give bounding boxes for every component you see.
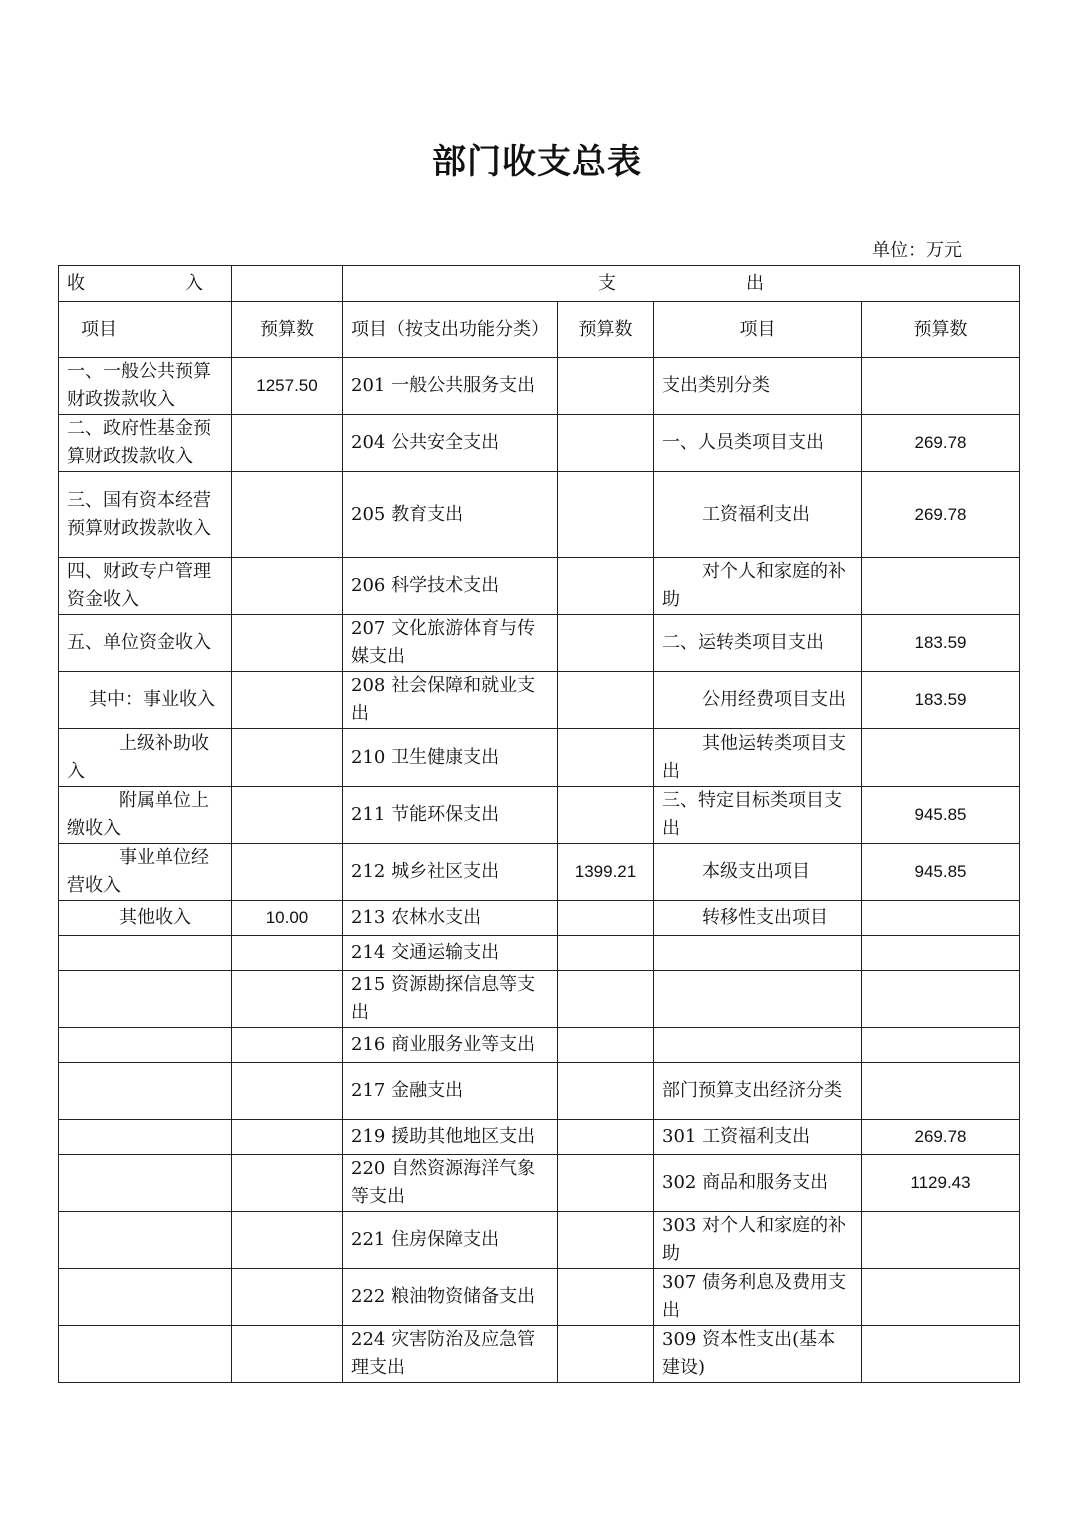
table-row <box>59 787 1020 844</box>
category-item: 301 工资福利支出 <box>654 1120 862 1155</box>
category-item <box>654 936 862 971</box>
expense-header <box>343 266 1020 302</box>
col-budget-header: 预算数 <box>232 302 343 358</box>
income-amount <box>232 1212 343 1269</box>
table-row <box>59 1212 1020 1269</box>
category-item: 一、人员类项目支出 <box>654 415 862 472</box>
func-amount: 1399.21 <box>558 844 654 901</box>
category-item: 工资福利支出 <box>654 472 862 558</box>
table-row <box>59 1155 1020 1212</box>
func-amount <box>558 1120 654 1155</box>
category-item: 二、运转类项目支出 <box>654 615 862 672</box>
income-item <box>59 936 232 971</box>
income-item: 上级补助收入 <box>59 729 232 787</box>
unit-label: 单位：万元 <box>872 240 962 261</box>
income-amount <box>232 971 343 1028</box>
func-item: 217 金融支出 <box>343 1063 558 1120</box>
func-item: 211 节能环保支出 <box>343 787 558 844</box>
table-row <box>59 1120 1020 1155</box>
category-item: 三、特定目标类项目支出 <box>654 787 862 844</box>
func-amount <box>558 472 654 558</box>
category-item: 转移性支出项目 <box>654 901 862 936</box>
income-header-blank <box>232 266 343 302</box>
category-amount <box>862 1326 1020 1383</box>
category-amount <box>862 1269 1020 1326</box>
table-row <box>59 936 1020 971</box>
income-amount <box>232 1155 343 1212</box>
income-amount <box>232 936 343 971</box>
category-item: 部门预算支出经济分类 <box>654 1063 862 1120</box>
func-amount <box>558 901 654 936</box>
col-item-header: 项目 <box>59 302 232 358</box>
func-item: 206 科学技术支出 <box>343 558 558 615</box>
income-amount <box>232 787 343 844</box>
table-row <box>59 615 1020 672</box>
func-item: 214 交通运输支出 <box>343 936 558 971</box>
table-row <box>59 901 1020 936</box>
func-item: 208 社会保障和就业支出 <box>343 672 558 729</box>
income-amount <box>232 558 343 615</box>
category-amount <box>862 936 1020 971</box>
table-row <box>59 1063 1020 1120</box>
func-item: 215 资源勘探信息等支出 <box>343 971 558 1028</box>
category-amount <box>862 1063 1020 1120</box>
category-item: 本级支出项目 <box>654 844 862 901</box>
table-row <box>59 729 1020 787</box>
category-item: 对个人和家庭的补助 <box>654 558 862 615</box>
col-item3-header: 项目 <box>654 302 862 358</box>
category-amount <box>862 971 1020 1028</box>
category-item: 303 对个人和家庭的补助 <box>654 1212 862 1269</box>
func-amount <box>558 558 654 615</box>
func-item: 220 自然资源海洋气象等支出 <box>343 1155 558 1212</box>
income-item: 其他收入 <box>59 901 232 936</box>
func-item: 201 一般公共服务支出 <box>343 358 558 415</box>
category-item: 307 债务利息及费用支出 <box>654 1269 862 1326</box>
income-amount <box>232 1028 343 1063</box>
func-amount <box>558 1326 654 1383</box>
table-row <box>59 1269 1020 1326</box>
func-amount <box>558 971 654 1028</box>
func-amount <box>558 1155 654 1212</box>
func-item: 221 住房保障支出 <box>343 1212 558 1269</box>
category-item <box>654 971 862 1028</box>
category-item: 公用经费项目支出 <box>654 672 862 729</box>
category-amount <box>862 1028 1020 1063</box>
income-amount <box>232 1326 343 1383</box>
income-amount <box>232 844 343 901</box>
income-amount <box>232 1063 343 1120</box>
income-amount <box>232 1269 343 1326</box>
table-row <box>59 672 1020 729</box>
income-item: 五、单位资金收入 <box>59 615 232 672</box>
income-item <box>59 1028 232 1063</box>
func-item: 219 援助其他地区支出 <box>343 1120 558 1155</box>
income-item <box>59 1120 232 1155</box>
category-item <box>654 1028 862 1063</box>
category-amount <box>862 901 1020 936</box>
table-row <box>59 472 1020 558</box>
income-item: 其中：事业收入 <box>59 672 232 729</box>
func-item: 222 粮油物资储备支出 <box>343 1269 558 1326</box>
income-item <box>59 971 232 1028</box>
income-amount: 10.00 <box>232 901 343 936</box>
income-item <box>59 1212 232 1269</box>
income-header-right: 入 <box>185 272 203 294</box>
category-amount: 269.78 <box>862 415 1020 472</box>
income-item: 附属单位上缴收入 <box>59 787 232 844</box>
category-amount <box>862 729 1020 787</box>
category-amount: 1129.43 <box>862 1155 1020 1212</box>
income-item: 一、一般公共预算财政拨款收入 <box>59 358 232 415</box>
func-item: 224 灾害防治及应急管理支出 <box>343 1326 558 1383</box>
func-amount <box>558 415 654 472</box>
category-amount <box>862 558 1020 615</box>
category-amount <box>862 358 1020 415</box>
func-item: 207 文化旅游体育与传媒支出 <box>343 615 558 672</box>
func-amount <box>558 1269 654 1326</box>
income-item: 三、国有资本经营预算财政拨款收入 <box>59 472 232 558</box>
income-item: 事业单位经营收入 <box>59 844 232 901</box>
func-amount <box>558 615 654 672</box>
category-item: 302 商品和服务支出 <box>654 1155 862 1212</box>
category-amount: 269.78 <box>862 1120 1020 1155</box>
category-amount: 269.78 <box>862 472 1020 558</box>
table-row <box>59 1028 1020 1063</box>
expense-header-right: 出 <box>746 272 764 294</box>
col-budget2-header: 预算数 <box>558 302 654 358</box>
header-row-2 <box>59 302 1020 358</box>
func-item: 216 商业服务业等支出 <box>343 1028 558 1063</box>
budget-table <box>58 265 1020 1383</box>
category-item: 309 资本性支出(基本建设) <box>654 1326 862 1383</box>
header-row-1 <box>59 266 1020 302</box>
category-amount: 183.59 <box>862 672 1020 729</box>
func-item: 213 农林水支出 <box>343 901 558 936</box>
category-amount: 945.85 <box>862 787 1020 844</box>
income-item <box>59 1326 232 1383</box>
income-amount <box>232 1120 343 1155</box>
func-item: 204 公共安全支出 <box>343 415 558 472</box>
func-amount <box>558 936 654 971</box>
income-item: 二、政府性基金预算财政拨款收入 <box>59 415 232 472</box>
table-row <box>59 1326 1020 1383</box>
func-amount <box>558 358 654 415</box>
func-amount <box>558 672 654 729</box>
income-item <box>59 1063 232 1120</box>
table-row <box>59 844 1020 901</box>
func-amount <box>558 1212 654 1269</box>
col-func-item-header: 项目（按支出功能分类） <box>343 302 558 358</box>
page-title: 部门收支总表 <box>432 142 642 182</box>
category-amount <box>862 1212 1020 1269</box>
table-row <box>59 415 1020 472</box>
category-amount: 183.59 <box>862 615 1020 672</box>
category-amount: 945.85 <box>862 844 1020 901</box>
income-item <box>59 1269 232 1326</box>
category-item: 其他运转类项目支出 <box>654 729 862 787</box>
income-amount <box>232 729 343 787</box>
func-item: 212 城乡社区支出 <box>343 844 558 901</box>
income-amount <box>232 415 343 472</box>
expense-header-left: 支 <box>598 272 616 294</box>
category-item: 支出类别分类 <box>654 358 862 415</box>
income-item: 四、财政专户管理资金收入 <box>59 558 232 615</box>
func-amount <box>558 1028 654 1063</box>
func-amount <box>558 729 654 787</box>
income-amount <box>232 615 343 672</box>
income-amount: 1257.50 <box>232 358 343 415</box>
col-budget3-header: 预算数 <box>862 302 1020 358</box>
func-item: 205 教育支出 <box>343 472 558 558</box>
func-amount <box>558 1063 654 1120</box>
income-header-left: 收 <box>67 272 85 294</box>
table-row <box>59 358 1020 415</box>
income-amount <box>232 672 343 729</box>
table-row <box>59 558 1020 615</box>
income-header <box>59 266 232 302</box>
func-amount <box>558 787 654 844</box>
func-item: 210 卫生健康支出 <box>343 729 558 787</box>
income-item <box>59 1155 232 1212</box>
income-amount <box>232 472 343 558</box>
table-row <box>59 971 1020 1028</box>
